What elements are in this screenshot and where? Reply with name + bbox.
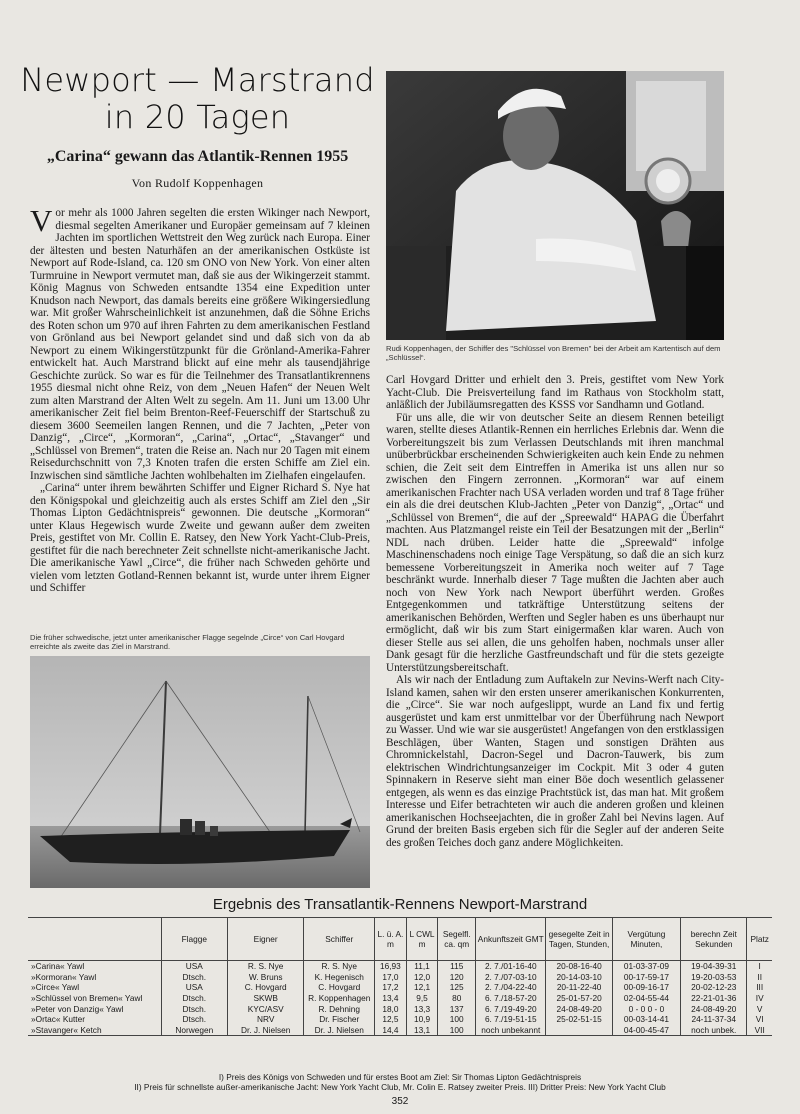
photo-yawl-circe: [30, 656, 370, 888]
table-cell: noch unbek.: [681, 1025, 747, 1036]
table-cell: 24-11-37-34: [681, 1014, 747, 1025]
left-text-column: [30, 203, 370, 595]
header-loa: L. ü. A. m: [375, 918, 407, 961]
header-flag: Flagge: [161, 918, 227, 961]
table-row: [28, 982, 772, 993]
table-cell: R. S. Nye: [304, 961, 375, 972]
header-corrected-time: berechn Zeit Sekunden: [681, 918, 747, 961]
table-cell: VII: [747, 1025, 772, 1036]
table-row: [28, 1003, 772, 1014]
header-handicap: Vergütung Minuten,: [612, 918, 680, 961]
table-cell: »Schlüssel von Bremen« Yawl: [31, 993, 143, 1004]
header-arrival: Ankunftszeit GMT: [476, 918, 546, 961]
table-cell: 19-20-03-53: [681, 972, 747, 983]
table-cell: Dtsch.: [161, 972, 227, 983]
table-cell: 20-14-03-10: [546, 972, 612, 983]
table-cell: 00-09-16-17: [612, 982, 680, 993]
table-cell: »Peter von Danzig« Yawl: [31, 1003, 124, 1014]
table-cell: 14,4: [375, 1025, 407, 1036]
table-cell: »Kormoran« Yawl: [31, 971, 97, 982]
table-cell: I: [747, 961, 772, 972]
table-cell: 04-00-45-47: [612, 1025, 680, 1036]
header-boat: [28, 918, 161, 961]
table-cell: Dr. Fischer: [304, 1014, 375, 1025]
table-cell: 01-03-37-09: [612, 961, 680, 972]
table-cell: 10,9: [406, 1014, 438, 1025]
table-cell: Dr. J. Nielsen: [227, 1025, 304, 1036]
bottom-photo-caption: Die früher schwedische, jetzt unter amerikanischer Flagge segelnde „Circe“ von Carl Hovgard erreichte als zweite das Ziel in Marstrand.: [30, 633, 345, 651]
table-cell: Dtsch.: [161, 1014, 227, 1025]
table-cell: [546, 1025, 612, 1036]
table-cell: 12,0: [406, 972, 438, 983]
table-cell: C. Hovgard: [304, 982, 375, 993]
paragraph-text: or mehr als 1000 Jahren segelten die ersten Wikinger nach Newport, diesmal segelten Amerikaner und Europäer gemeinsam auf 7 kleinen Jachten im sportlichen Wettstreit den Weg zurück nach Europa. Einer der ältesten und besten Naturhäfen an der amerikanischen Ostküste ist Newport auf Rode-Island, ca. 120 sm ONO von New York. Von einer alten Turmruine in Newport vermutet man, daß sie aus der Wikingerzeit stammt. König Magnus von Schweden entsandte 1354 eine Expedition unter Knudson nach Newport, das damals bereits eine größere Wikingersiedlung war. Mit großer Wahrscheinlichkeit ist anzunehmen, daß die Söhne Erichs des Roten schon um 970 auf ihren Fahrten zu dem amerikanischen Festland von Grönland aus bei Newport gelandet sind und daß sich von da ab Newport zu einem Wikingerstützpunkt für die Grönland-Amerika-Fahrer entwickelt hat. Auch Marstrand blickt auf eine mehr als tausendjährige Geschichte zurück. So war es für die Teilnehmer des Transatlantikrennens 1955 diesmal nicht ohne Reiz, von dem „Neuen Hafen“ der Neuen Welt zum alten Marstrand der Alten Welt zu segeln. Am 11. Juni um 13.00 Uhr amerikanischer Zeit fiel beim Brenton-Reef-Feuerschiff der Startschuß zu diesem 3600 Seemeilen langen Rennen, und die 7 Jachten, „Peter von Danzig“, „Circe“, „Kormoran“, „Carina“, „Ortac“, „Stavanger“ und „Schlüssel von Bremen“, traten die Reise an. Nach nur 20 Tagen mit einem Reisedurchschnitt von 7,3 Knoten trafen die ersten Schiffe am Ziel ein. Inzwischen sind sämtliche Jachten wohlbehalten im Zielhafen eingelaufen.: [30, 207, 370, 482]
title-line-2: in 20 Tagen: [104, 98, 291, 136]
table-cell: 12,1: [406, 982, 438, 993]
table-cell: II: [747, 972, 772, 983]
yawl-image: [30, 656, 370, 888]
table-cell: R. S. Nye: [227, 961, 304, 972]
table-cell: 115: [438, 961, 476, 972]
table-cell: 6. 7./18-57-20: [476, 993, 546, 1004]
table-cell: 125: [438, 982, 476, 993]
table-cell: 2. 7./04-22-40: [476, 982, 546, 993]
article-title: [20, 62, 375, 136]
table-cell: 25-01-57-20: [546, 993, 612, 1004]
table-cell: 17,2: [375, 982, 407, 993]
title-line-1: Newport — Marstrand: [20, 61, 375, 99]
header-sail-area: Segelfl. ca. qm: [438, 918, 476, 961]
table-cell: 17,0: [375, 972, 407, 983]
table-cell: SKWB: [227, 993, 304, 1004]
table-cell: 100: [438, 1025, 476, 1036]
table-cell: Dtsch.: [161, 1003, 227, 1014]
table-cell: 6. 7./19-49-20: [476, 1003, 546, 1014]
paragraph: Als wir nach der Entladung zum Auftakeln zur Nevins-Werft nach City-Island kamen, sahen wir den ersten unserer amerikanischen Konkurrenten, die „Circe“. Sie war noch aufgeslippt, wurde an Land fix und fertig ausgerüstet und kam erst unmittelbar vor der Überführung nach Newport zu Wasser. Und wie war sie ausgerüstet! Angefangen von den erstklassigen Beschlägen, über Wanten, Stagen und sonstigen Drähten aus Chromnickelstahl, Dacron-Segel und Dacron-Tauwerk, bis zum elektrischen Windrichtungsanzeiger im Cockpit. Mit 3 oder 4 guten Spinnakern in Reserve sieht man einer Böe doch wesentlich gelassener entgegen, als wenn es das einzige Prachtstück ist, das man hat. Mit großem Interesse und Eifer betrachteten wir auch die anderen großen und kleinen amerikanischen Hochseejachten, die in großer Zahl bei Nevins lagen. Auf Grund der breiten Basis ergeben sich für die Segler auf der anderen Seite des großen Teiches doch ganz andere Möglichkeiten.: [386, 674, 724, 849]
table-cell: 00-17-59-17: [612, 972, 680, 983]
header-sailed-time: gesegelte Zeit in Tagen, Stunden,: [546, 918, 612, 961]
table-cell: noch unbekannt: [476, 1025, 546, 1036]
table-cell: 100: [438, 1014, 476, 1025]
table-cell: »Stavanger« Ketch: [28, 1025, 161, 1036]
results-footnotes: [28, 1072, 772, 1092]
results-table: [28, 917, 772, 1036]
table-cell: 16,93: [375, 961, 407, 972]
paragraph: Für uns alle, die wir von deutscher Seite an diesem Rennen beteiligt waren, stellte dieses Atlantik-Rennen ein herrliches Erlebnis dar. Wenn die Vorbereitungszeit bis zum Verlassen Deutschlands mit ihren manchmal unüberbrückbar erscheinenden Schwierigkeiten auch kein Ende zu nehmen schien, die Zeit seit dem Eintreffen in Amerika ist uns allen nur so zwischen den Fingern zerronnen. „Kormoran“ war auf einem amerikanischen Frachter nach USA verladen worden und traf 8 Tage früher ein als die drei deutschen Klub-Jachten „Peter von Danzig“, „Ortac“ und „Schlüssel von Bremen“, die auf der „Spreewald“ HAPAG die Überfahrt machten. Aus Platzmangel reiste ein Teil der Besatzungen mit der „Berlin“ NDL nach drüben. Leider hatte die „Spreewald“ infolge Maschinenschadens noch einige Tage Verspätung, so daß die an sich kurz bemessene Vorbereitungszeit in Amerika noch weiter auf 7 Tage beschränkt wurde. Innerhalb dieser 7 Tage mußten die Jachten aber auch noch von New York nach Newport überführt werden. Großes Entgegenkommen und tatkräftige Unterstützung seitens der amerikanischen Behörden, Werften und Segler haben es uns überhaupt nur ermöglicht, daß wir bis zum Start einigermaßen klar waren. Auch von dieser Stelle aus sei allen, die uns geholfen haben, nochmals unser aller Dank gesagt für die herzliche Gastfreundschaft und für die stets gezeigte Unterstützungsbereitschaft.: [386, 411, 724, 674]
table-cell: 18,0: [375, 1003, 407, 1014]
table-cell: 13,1: [406, 1025, 438, 1036]
table-cell: NRV: [227, 1014, 304, 1025]
table-cell: W. Bruns: [227, 972, 304, 983]
paragraph: „Carina“ unter ihrem bewährten Schiffer und Eigner Richard S. Nye hat den Königspokal und gleichzeitig auch als erstes Schiff am Ziel den „Sir Thomas Lipton Gedächtnispreis“ gewonnen. Die deutsche „Kormoran“ unter Klaus Hegewisch wurde Zweite und gewann außer dem zweiten Preis, gestiftet von Mr. Collin E. Ratsey, den New York Yacht-Club-Preis, gestiftet für die nach berechneter Zeit schnellste nicht-amerikanische Jacht. Die amerikanische Yawl „Circe“, die früher nach Schweden gehörte und vielen vom letzten Gotland-Rennen bekannt ist, wurde unter ihrem Eigner und Schiffer: [30, 482, 370, 594]
table-cell: Norwegen: [161, 1025, 227, 1036]
header-lcwl: L CWL m: [406, 918, 438, 961]
results-body: [28, 961, 772, 1036]
table-row: [28, 993, 772, 1004]
table-cell: 20-08-16-40: [546, 961, 612, 972]
table-row: [28, 972, 772, 983]
table-row: [28, 961, 772, 972]
table-cell: 2. 7./01-16-40: [476, 961, 546, 972]
footnote: I) Preis des Königs von Schweden und für erstes Boot am Ziel: Sir Thomas Lipton Gedächtnispreis: [218, 1072, 582, 1082]
table-cell: 00-03-14-41: [612, 1014, 680, 1025]
table-cell: 80: [438, 993, 476, 1004]
results-table-title: Ergebnis des Transatlantik-Rennens Newport-Marstrand: [212, 896, 588, 913]
table-cell: 02-04-55-44: [612, 993, 680, 1004]
article-subtitle: „Carina“ gewann das Atlantik-Rennen 1955: [46, 148, 349, 165]
table-cell: C. Hovgard: [227, 982, 304, 993]
table-cell: Dr. J. Nielsen: [304, 1025, 375, 1036]
page-number: 352: [391, 1096, 409, 1107]
table-cell: R. Koppenhagen: [304, 993, 375, 1004]
table-cell: 9,5: [406, 993, 438, 1004]
table-cell: 2. 7./07-03-10: [476, 972, 546, 983]
table-cell: 12,5: [375, 1014, 407, 1025]
article-byline: Von Rudolf Koppenhagen: [131, 176, 264, 190]
top-photo-caption: Rudi Koppenhagen, der Schiffer des "Schlüssel von Bremen" bei der Arbeit am Kartentisch auf dem „Schlüssel“.: [386, 344, 721, 362]
table-cell: »Ortac« Kutter: [31, 1014, 85, 1025]
table-cell: 24-08-49-20: [546, 1003, 612, 1014]
table-cell: K. Hegenisch: [304, 972, 375, 983]
table-cell: V: [747, 1003, 772, 1014]
table-cell: USA: [161, 961, 227, 972]
table-cell: 24-08-49-20: [681, 1003, 747, 1014]
table-cell: 25-02-51-15: [546, 1014, 612, 1025]
drop-cap: V: [30, 203, 53, 238]
table-cell: USA: [161, 982, 227, 993]
table-cell: »Circe« Yawl: [31, 982, 80, 993]
table-cell: 120: [438, 972, 476, 983]
table-cell: IV: [747, 993, 772, 1004]
results-header-row: [28, 918, 772, 961]
table-cell: 20-02-12-23: [681, 982, 747, 993]
table-cell: 6. 7./19-51-15: [476, 1014, 546, 1025]
table-cell: VI: [747, 1014, 772, 1025]
table-cell: 13,4: [375, 993, 407, 1004]
header-owner: Eigner: [227, 918, 304, 961]
table-cell: R. Dehning: [304, 1003, 375, 1014]
table-cell: 13,3: [406, 1003, 438, 1014]
header-skipper: Schiffer: [304, 918, 375, 961]
table-row: [28, 1014, 772, 1025]
table-row: [28, 1025, 772, 1036]
header-place: Platz: [747, 918, 772, 961]
table-cell: »Carina« Yawl: [31, 961, 85, 972]
paragraph: [30, 203, 370, 482]
photo-chart-table: [386, 71, 724, 340]
chart-table-image: [386, 71, 724, 340]
table-cell: 19-04-39-31: [681, 961, 747, 972]
table-cell: KYC/ASV: [227, 1003, 304, 1014]
table-cell: 0 - 0 0 - 0: [612, 1003, 680, 1014]
table-cell: 11,1: [406, 961, 438, 972]
paragraph: Carl Hovgard Dritter und erhielt den 3. Preis, gestiftet vom New York Yacht-Club. Die Preisverteilung fand im Rathaus von Stockholm statt, anläßlich der Jubiläumsregatten des KSSS vor Sandhamn und Gotland.: [386, 374, 724, 411]
right-text-column: [386, 374, 724, 849]
footnote: II) Preis für schnellste außer-amerikanische Jacht: New York Yacht Club, Mr. Colin E. Ratsey zweiter Preis. III) Dritter Preis: New York Yacht Club: [134, 1082, 666, 1092]
table-cell: 20-11-22-40: [546, 982, 612, 993]
table-cell: 22-21-01-36: [681, 993, 747, 1004]
table-cell: III: [747, 982, 772, 993]
table-cell: Dtsch.: [161, 993, 227, 1004]
table-cell: 137: [438, 1003, 476, 1014]
